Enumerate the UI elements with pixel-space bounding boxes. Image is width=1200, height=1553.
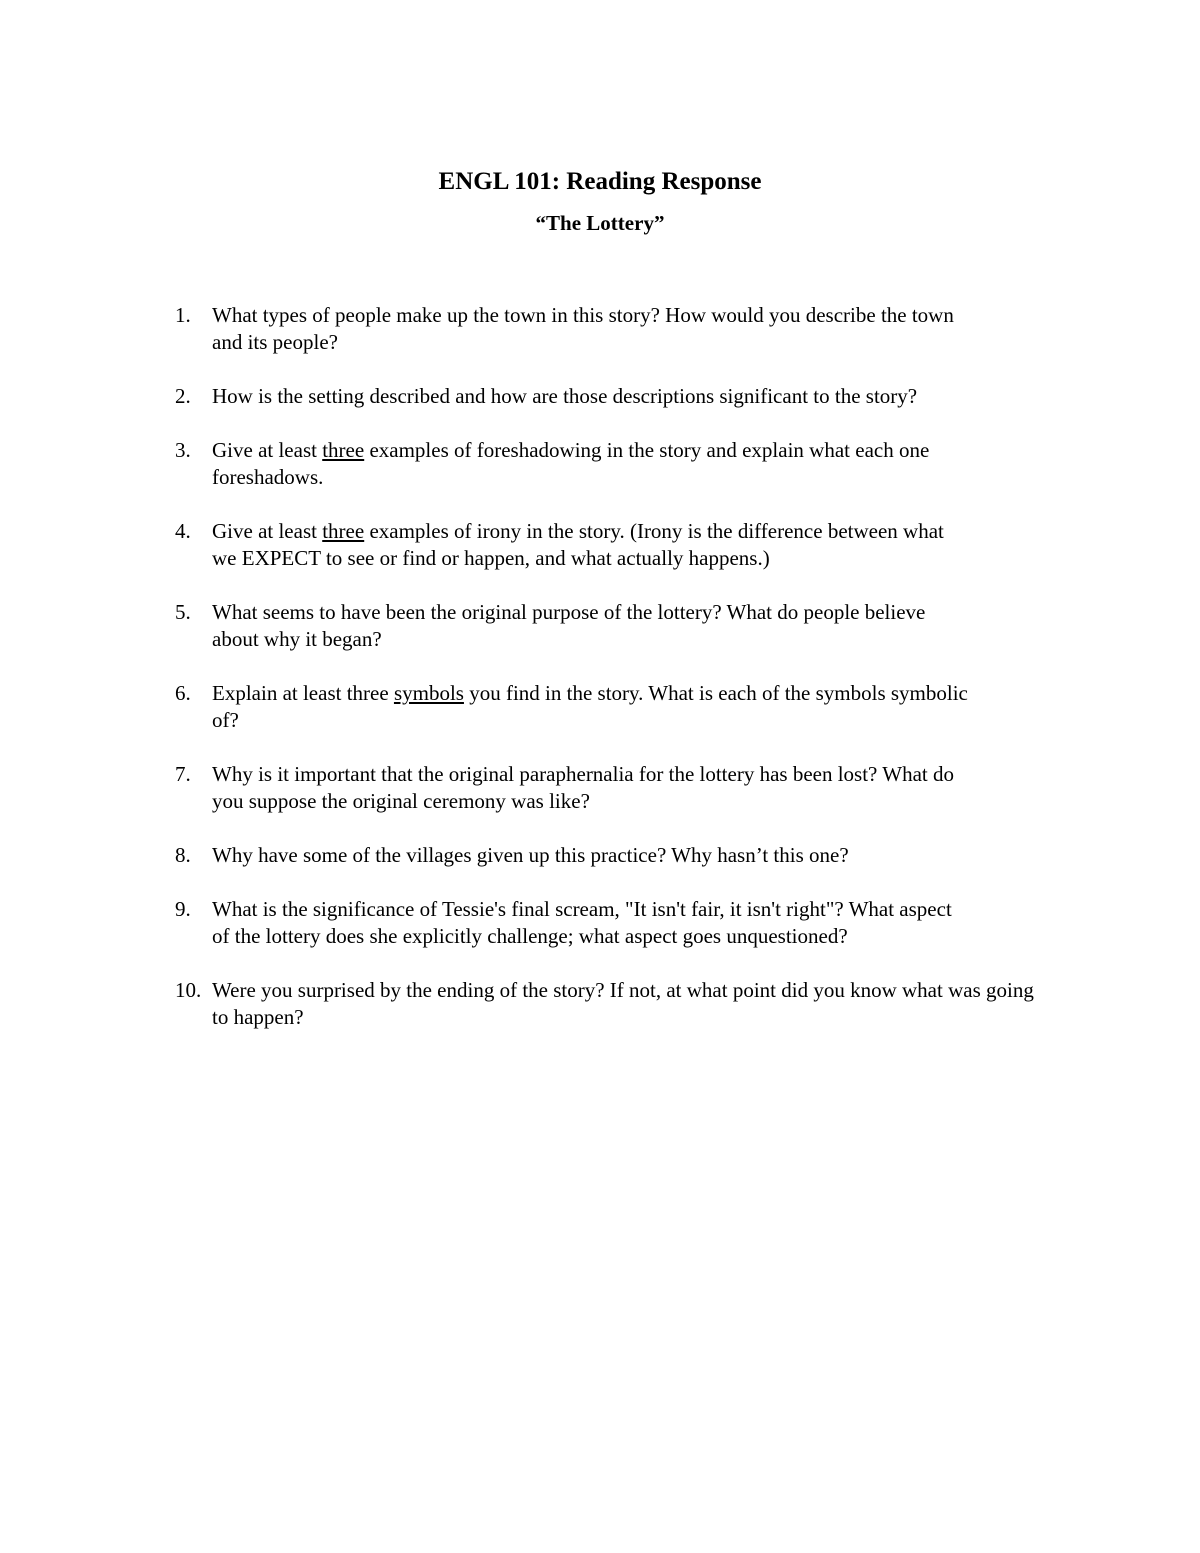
question-number: 2. [175,384,191,408]
question-line-1: How is the setting described and how are those descriptions significant to the story? [212,384,918,408]
question-line-1: What types of people make up the town in this story? How would you describe the town [212,303,954,327]
question-text [212,842,1162,869]
question-number: 9. [175,897,191,921]
question-item [0,761,1200,815]
question-text-before: Give at least [212,438,323,462]
question-line-1: What is the significance of Tessie's final scream, "It isn't fair, it isn't right"? What aspect [212,897,952,921]
question-number: 7. [175,762,191,786]
document-subtitle: “The Lottery” [535,211,665,235]
question-item [0,896,1200,950]
question-line-2: about why it began? [212,627,382,651]
question-text-before: Explain at least three [212,681,394,705]
question-text-after: you find in the story. What is each of the symbols symbolic [463,681,968,705]
underlined-word: symbols [393,681,464,705]
question-line-2: and its people? [212,330,338,354]
question-line-2: we EXPECT to see or find or happen, and what actually happens.) [212,546,770,570]
question-number: 8. [175,843,191,867]
question-line-1: Were you surprised by the ending of the story? If not, at what point did you know what was going [212,978,1034,1002]
question-item [0,437,1200,491]
question-line-2: foreshadows. [212,465,324,489]
document-title: ENGL 101: Reading Response [438,168,762,195]
question-number: 1. [175,303,191,327]
question-text-after: examples of irony in the story. (Irony is the difference between what [364,519,944,543]
question-text-before: Give at least [212,519,323,543]
underlined-word: three [322,438,365,462]
question-line-1: Why have some of the villages given up this practice? Why hasn’t this one? [212,843,849,867]
question-item [0,680,1200,734]
question-text-after: examples of foreshadowing in the story and explain what each one [364,438,930,462]
question-line-2: to happen? [212,1005,304,1029]
question-item [0,518,1200,572]
question-number: 3. [175,438,191,462]
question-text [212,302,1162,356]
underlined-word: three [322,519,365,543]
question-text [212,896,1162,950]
question-item [0,302,1200,356]
question-number: 10. [175,978,202,1002]
question-item [0,383,1200,410]
question-line-2: you suppose the original ceremony was like? [212,789,590,813]
question-text [212,977,1162,1031]
question-item [0,842,1200,869]
question-text [212,518,1162,572]
question-line-2: of the lottery does she explicitly challenge; what aspect goes unquestioned? [212,924,848,948]
question-text [212,383,1162,410]
question-text [212,761,1162,815]
question-text [212,680,1162,734]
question-line-1: What seems to have been the original purpose of the lottery? What do people believe [212,600,926,624]
question-number: 5. [175,600,191,624]
question-line-2: of? [212,708,239,732]
question-list [0,302,1200,1058]
question-item [0,977,1200,1031]
question-number: 6. [175,681,191,705]
question-text [212,437,1162,491]
question-line-1: Why is it important that the original paraphernalia for the lottery has been lost? What do [212,762,954,786]
question-text [212,599,1162,653]
question-item [0,599,1200,653]
question-number: 4. [175,519,191,543]
